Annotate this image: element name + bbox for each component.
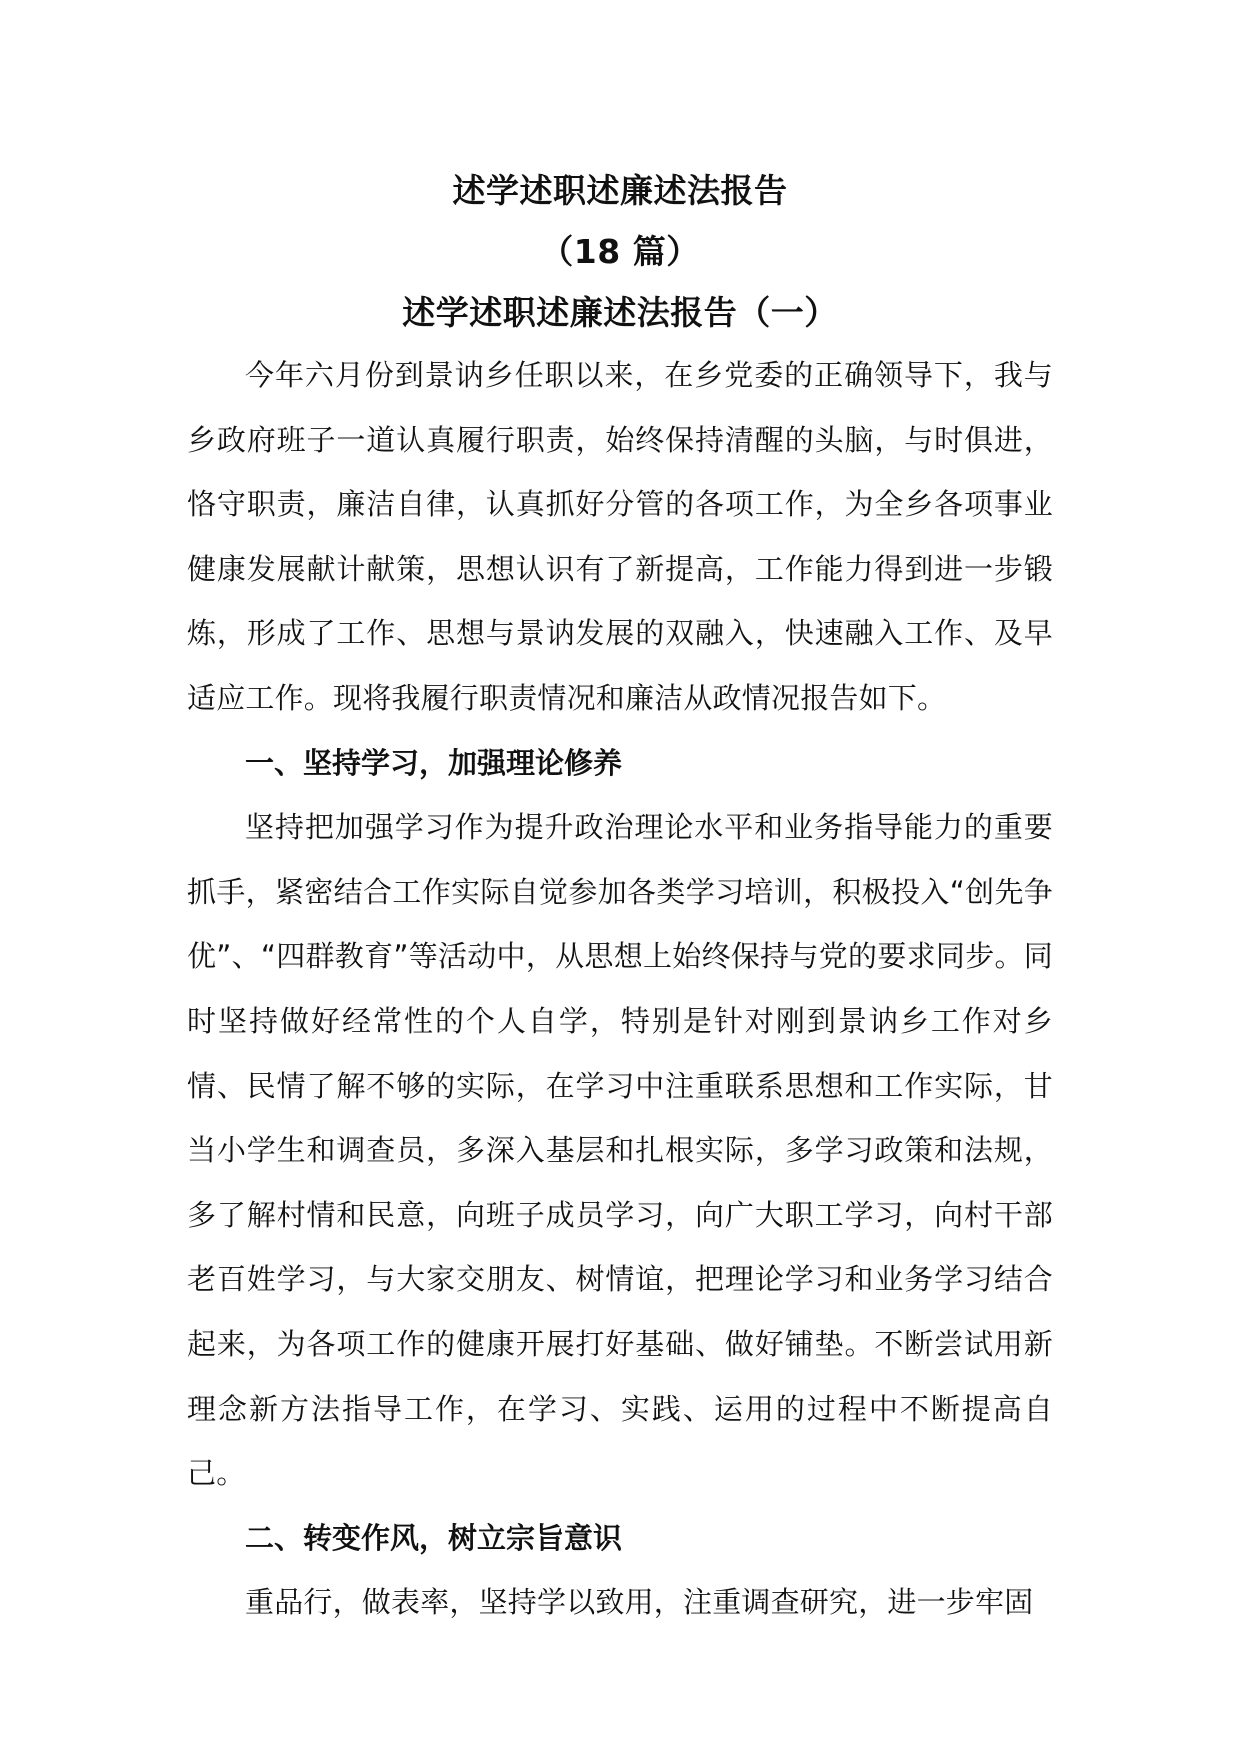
- document-body: [187, 160, 1053, 1635]
- paragraph-study: 坚持把加强学习作为提升政治理论水平和业务指导能力的重要抓手，紧密结合工作实际自觉参加各类学习培训，积极投入“创先争优”、“四群教育”等活动中，从思想上始终保持与党的要求同步。同时坚持做好经常性的个人自学，特别是针对刚到景讷乡工作对乡情、民情了解不够的实际，在学习中注重联系思想和工作实际，甘当小学生和调查员，多深入基层和扎根实际，多学习政策和法规，多了解村情和民意，向班子成员学习，向广大职工学习，向村干部老百姓学习，与大家交朋友、树情谊，把理论学习和业务学习结合起来，为各项工作的健康开展打好基础、做好铺垫。不断尝试用新理念新方法指导工作，在学习、实践、运用的过程中不断提高自己。: [187, 810, 1053, 1491]
- document-subtitle: （18 篇）: [540, 232, 700, 271]
- paragraph-style: 重品行，做表率，坚持学以致用，注重调查研究，进一步牢固: [245, 1585, 1034, 1620]
- document-title: 述学述职述廉述法报告: [452, 171, 788, 210]
- section-title: 述学述职述廉述法报告（一）: [402, 293, 838, 332]
- heading-style: 二、转变作风，树立宗旨意识: [245, 1520, 623, 1555]
- paragraph-intro: 今年六月份到景讷乡任职以来，在乡党委的正确领导下，我与乡政府班子一道认真履行职责，始终保持清醒的头脑，与时俱进，恪守职责，廉洁自律，认真抓好分管的各项工作，为全乡各项事业健康发展献计献策，思想认识有了新提高，工作能力得到进一步锻炼，形成了工作、思想与景讷发展的双融入，快速融入工作、及早适应工作。现将我履行职责情况和廉洁从政情况报告如下。: [187, 358, 1053, 715]
- heading-study: 一、坚持学习，加强理论修养: [245, 745, 623, 780]
